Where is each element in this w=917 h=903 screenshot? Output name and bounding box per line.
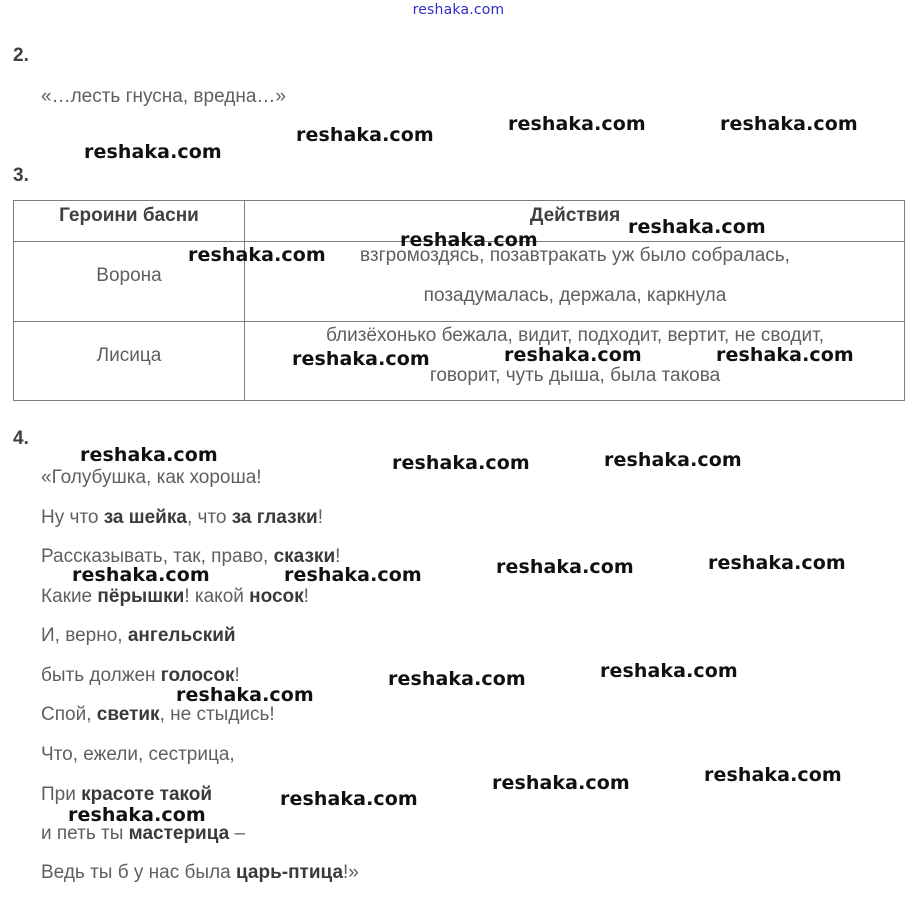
poem-line: «Голубушка, как хороша!	[41, 467, 262, 488]
quote-line: «…лесть гнусна, вредна…»	[41, 86, 286, 107]
table-cell-actions: близёхонько бежала, видит, подходит, вертит, не сводит,	[325, 325, 825, 346]
table-cell-actions: взгромоздясь, позавтракать уж было собралась,	[360, 245, 790, 266]
watermark-text: reshaka.com	[720, 113, 858, 135]
poem-line: Ну что за шейка, что за глазки!	[41, 507, 323, 528]
watermark-text: reshaka.com	[628, 216, 766, 238]
watermark-text: reshaka.com	[392, 452, 530, 474]
poem-line: Спой, светик, не стыдись!	[41, 704, 275, 725]
poem-line: и петь ты мастерица –	[41, 823, 246, 844]
watermark-text: reshaka.com	[292, 348, 430, 370]
watermark-text: reshaka.com	[188, 244, 326, 266]
table-cell-actions: позадумалась, держала, каркнула	[423, 285, 727, 306]
poem-line: При красоте такой	[41, 784, 213, 805]
poem-line: Ведь ты б у нас была царь-птица!»	[41, 862, 359, 883]
watermark-text: reshaka.com	[708, 552, 846, 574]
watermark-text: reshaka.com	[504, 344, 642, 366]
watermark-text: reshaka.com	[388, 668, 526, 690]
watermark-text: reshaka.com	[176, 684, 314, 706]
table-row-divider	[14, 321, 904, 322]
watermark-text: reshaka.com	[284, 564, 422, 586]
table-cell-heroine: Ворона	[96, 265, 162, 286]
watermark-text: reshaka.com	[716, 344, 854, 366]
watermark-text: reshaka.com	[508, 113, 646, 135]
section-number-2: 2.	[13, 45, 29, 66]
watermark-text: reshaka.com	[280, 788, 418, 810]
poem-line: И, верно, ангельский	[41, 625, 236, 646]
poem-line: Что, ежели, сестрица,	[41, 744, 235, 765]
watermark-text: reshaka.com	[72, 564, 210, 586]
watermark-text: reshaka.com	[80, 444, 218, 466]
section-number-3: 3.	[13, 165, 29, 186]
watermark-text: reshaka.com	[492, 772, 630, 794]
section-number-4: 4.	[13, 428, 29, 449]
poem-line: Рассказывать, так, право, сказки!	[41, 546, 341, 567]
watermark-text: reshaka.com	[400, 229, 538, 251]
watermark-text: reshaka.com	[704, 764, 842, 786]
watermark-text: reshaka.com	[600, 660, 738, 682]
table-cell-heroine: Лисица	[96, 345, 162, 366]
table-header-actions: Действия	[529, 205, 621, 226]
site-header: reshaka.com	[412, 2, 505, 18]
poem-line: быть должен голосок!	[41, 665, 240, 686]
watermark-text: reshaka.com	[68, 804, 206, 826]
table-header-heroines: Героини басни	[59, 205, 199, 226]
watermark-text: reshaka.com	[604, 449, 742, 471]
poem-line: Какие пёрышки! какой носок!	[41, 586, 309, 607]
watermark-text: reshaka.com	[496, 556, 634, 578]
table-cell-actions: говорит, чуть дыша, была такова	[429, 365, 721, 386]
watermark-text: reshaka.com	[84, 141, 222, 163]
watermark-text: reshaka.com	[296, 124, 434, 146]
